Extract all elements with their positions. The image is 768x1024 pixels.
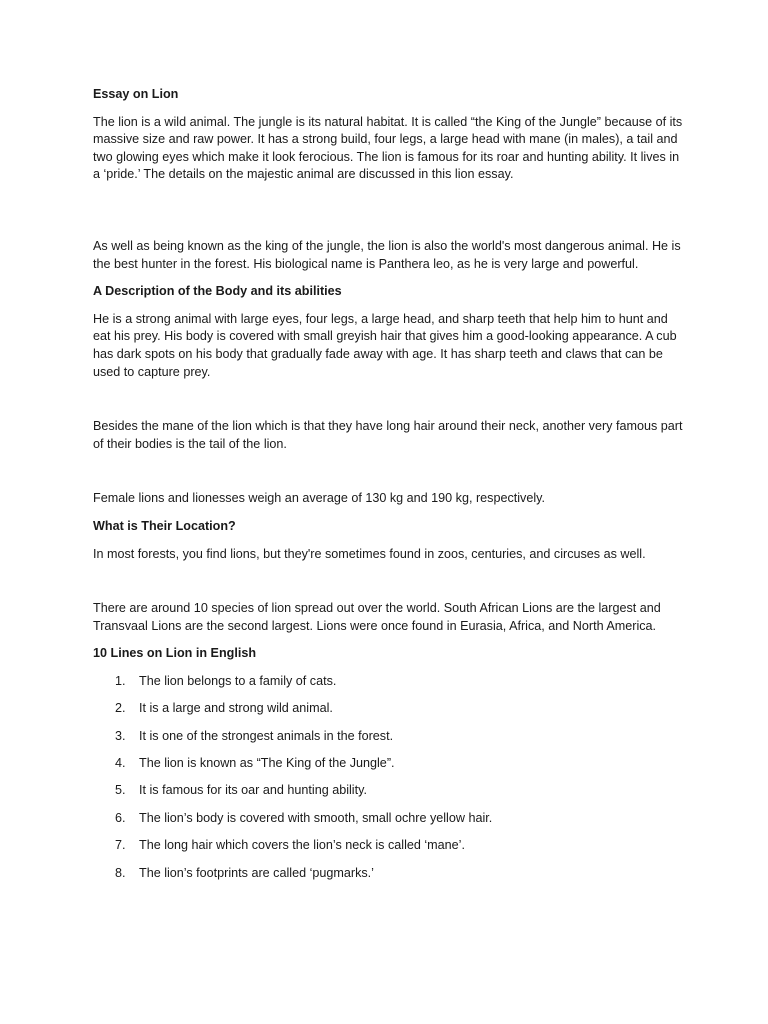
spacer bbox=[93, 391, 683, 418]
list-text: The lion’s footprints are called ‘pugmarks.’ bbox=[139, 865, 374, 880]
list-number: 8. bbox=[115, 865, 126, 880]
spacer bbox=[93, 194, 683, 238]
location-paragraph: In most forests, you find lions, but they're sometimes found in zoos, centuries, and circuses as well. bbox=[93, 546, 646, 561]
list-number: 7. bbox=[115, 838, 126, 853]
list-text: The lion is known as “The King of the Jungle”. bbox=[139, 756, 395, 771]
body-heading: A Description of the Body and its abilities bbox=[93, 284, 342, 299]
list-number: 4. bbox=[115, 756, 126, 771]
document-page bbox=[93, 86, 683, 892]
list-number: 3. bbox=[115, 728, 126, 743]
list-item bbox=[93, 865, 683, 883]
list-item bbox=[93, 810, 683, 828]
list-text: The long hair which covers the lion’s neck is called ‘mane’. bbox=[139, 838, 465, 853]
king-paragraph: As well as being known as the king of the jungle, the lion is also the world's most dangerous animal. He is the best hunter in the forest. His biological name is Panthera leo, as he is very large and powerful. bbox=[93, 238, 681, 271]
list-number: 1. bbox=[115, 673, 126, 688]
list-number: 2. bbox=[115, 701, 126, 716]
list-text: The lion belongs to a family of cats. bbox=[139, 673, 337, 688]
body-paragraph: He is a strong animal with large eyes, four legs, a large head, and sharp teeth that help him to hunt and eat his prey. His body is covered with small greyish hair that gives him a good-looking appearance. A cub has dark spots on his body that gradually fade away with age. It has sharp teeth and claws that can be used to capture prey. bbox=[93, 311, 677, 379]
list-text: The lion’s body is covered with smooth, small ochre yellow hair. bbox=[139, 810, 493, 825]
weight-paragraph: Female lions and lionesses weigh an average of 130 kg and 190 kg, respectively. bbox=[93, 491, 546, 506]
list-number: 5. bbox=[115, 783, 126, 798]
intro-paragraph: The lion is a wild animal. The jungle is its natural habitat. It is called “the King of the Jungle” because of its massive size and raw power. It has a strong build, four legs, a large head with mane (in males), a tail and two glowing eyes which make it look ferocious. The lion is famous for its roar and hunting ability. It lives in a ‘pride.’ The details on the majestic animal are discussed in this lion essay. bbox=[93, 114, 683, 182]
essay-title: Essay on Lion bbox=[93, 87, 179, 101]
list-text: It is a large and strong wild animal. bbox=[139, 701, 333, 716]
list-item bbox=[93, 673, 683, 691]
ten-lines-list bbox=[93, 673, 683, 882]
list-item bbox=[93, 837, 683, 855]
lines-heading: 10 Lines on Lion in English bbox=[93, 646, 257, 661]
spacer bbox=[93, 463, 683, 490]
spacer bbox=[93, 573, 683, 600]
species-paragraph: There are around 10 species of lion spread out over the world. South African Lions are the largest and Transvaal Lions are the second largest. Lions were once found in Eurasia, Africa, and North America. bbox=[93, 601, 661, 633]
mane-paragraph: Besides the mane of the lion which is that they have long hair around their neck, another very famous part of their bodies is the tail of the lion. bbox=[93, 419, 683, 451]
list-number: 6. bbox=[115, 810, 126, 825]
list-item bbox=[93, 782, 683, 800]
location-heading: What is Their Location? bbox=[93, 518, 236, 533]
list-item bbox=[93, 700, 683, 718]
list-item bbox=[93, 728, 683, 746]
list-item bbox=[93, 755, 683, 773]
list-text: It is one of the strongest animals in the forest. bbox=[139, 728, 394, 743]
list-text: It is famous for its oar and hunting ability. bbox=[139, 783, 367, 798]
